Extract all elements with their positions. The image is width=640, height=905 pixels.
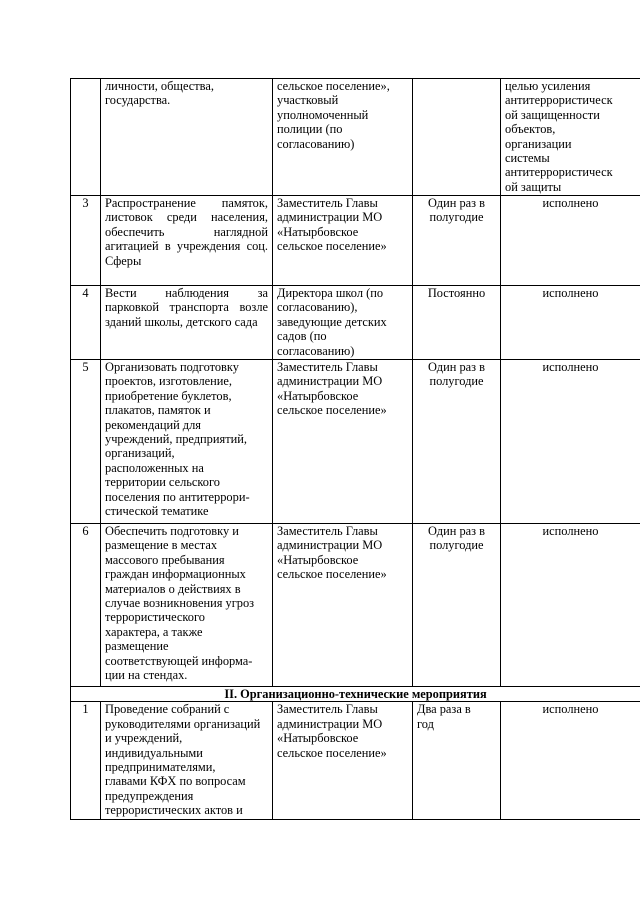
term-cell: Один раз в полугодие (413, 196, 501, 286)
term-cell (413, 79, 501, 196)
term-cell: Один раз в полугодие (413, 524, 501, 687)
table-row (71, 702, 640, 820)
responsible-cell: Заместитель Главы администрации МО «Натырбовское сельское поселение» (273, 524, 413, 687)
result-cell: исполнено (501, 196, 640, 286)
row-number: 6 (71, 524, 101, 687)
table-row (71, 196, 640, 286)
result-cell: исполнено (501, 524, 640, 687)
action-cell: Вести наблюдения за парковкой транспорта возле зданий школы, детского сада (101, 286, 273, 360)
responsible-cell: сельское поселение», участковый уполномоченный полиции (по согласованию) (273, 79, 413, 196)
action-cell: личности, общества, государства. (101, 79, 273, 196)
row-number: 1 (71, 702, 101, 820)
result-cell: исполнено (501, 360, 640, 524)
row-number: 3 (71, 196, 101, 286)
row-number (71, 79, 101, 196)
section-header-row (71, 687, 640, 702)
action-cell: Проведение собраний с руководителями организаций и учреждений, индивидуальными предпринимателями, главами КФХ по вопросам предупреждения террористических актов и (101, 702, 273, 820)
term-cell: Два раза в год (413, 702, 501, 820)
action-cell: Организовать подготовку проектов, изготовление, приобретение буклетов, плакатов, памяток и рекомендаций для учреждений, предприятий, организаций, расположенных на территории сельского поселения по антитеррори- стической тематике (101, 360, 273, 524)
responsible-cell: Заместитель Главы администрации МО «Натырбовское сельское поселение» (273, 360, 413, 524)
result-cell: исполнено (501, 286, 640, 360)
term-cell: Постоянно (413, 286, 501, 360)
measures-table (70, 78, 640, 820)
table-row (71, 524, 640, 687)
row-number: 5 (71, 360, 101, 524)
table-row (71, 360, 640, 524)
term-cell: Один раз в полугодие (413, 360, 501, 524)
section-title: II. Организационно-технические мероприятия (71, 687, 640, 702)
responsible-cell: Заместитель Главы администрации МО «Натырбовское сельское поселение» (273, 196, 413, 286)
responsible-cell: Директора школ (по согласованию), заведующие детских садов (по согласованию) (273, 286, 413, 360)
action-cell: Обеспечить подготовку и размещение в местах массового пребывания граждан информационных материалов о действиях в случае возникновения угроз террористического характера, а также размещение соответствующей информа- ции на стендах. (101, 524, 273, 687)
result-cell: целью усиления антитеррористическ ой защищенности объектов, организации системы антитеррористическ ой защиты (501, 79, 640, 196)
responsible-cell: Заместитель Главы администрации МО «Натырбовское сельское поселение» (273, 702, 413, 820)
action-cell: Распространение памяток, листовок среди населения, обеспечить наглядной агитацией в учреждения соц. Сферы (101, 196, 273, 286)
table-row (71, 286, 640, 360)
result-cell: исполнено (501, 702, 640, 820)
row-number: 4 (71, 286, 101, 360)
table-row (71, 79, 640, 196)
